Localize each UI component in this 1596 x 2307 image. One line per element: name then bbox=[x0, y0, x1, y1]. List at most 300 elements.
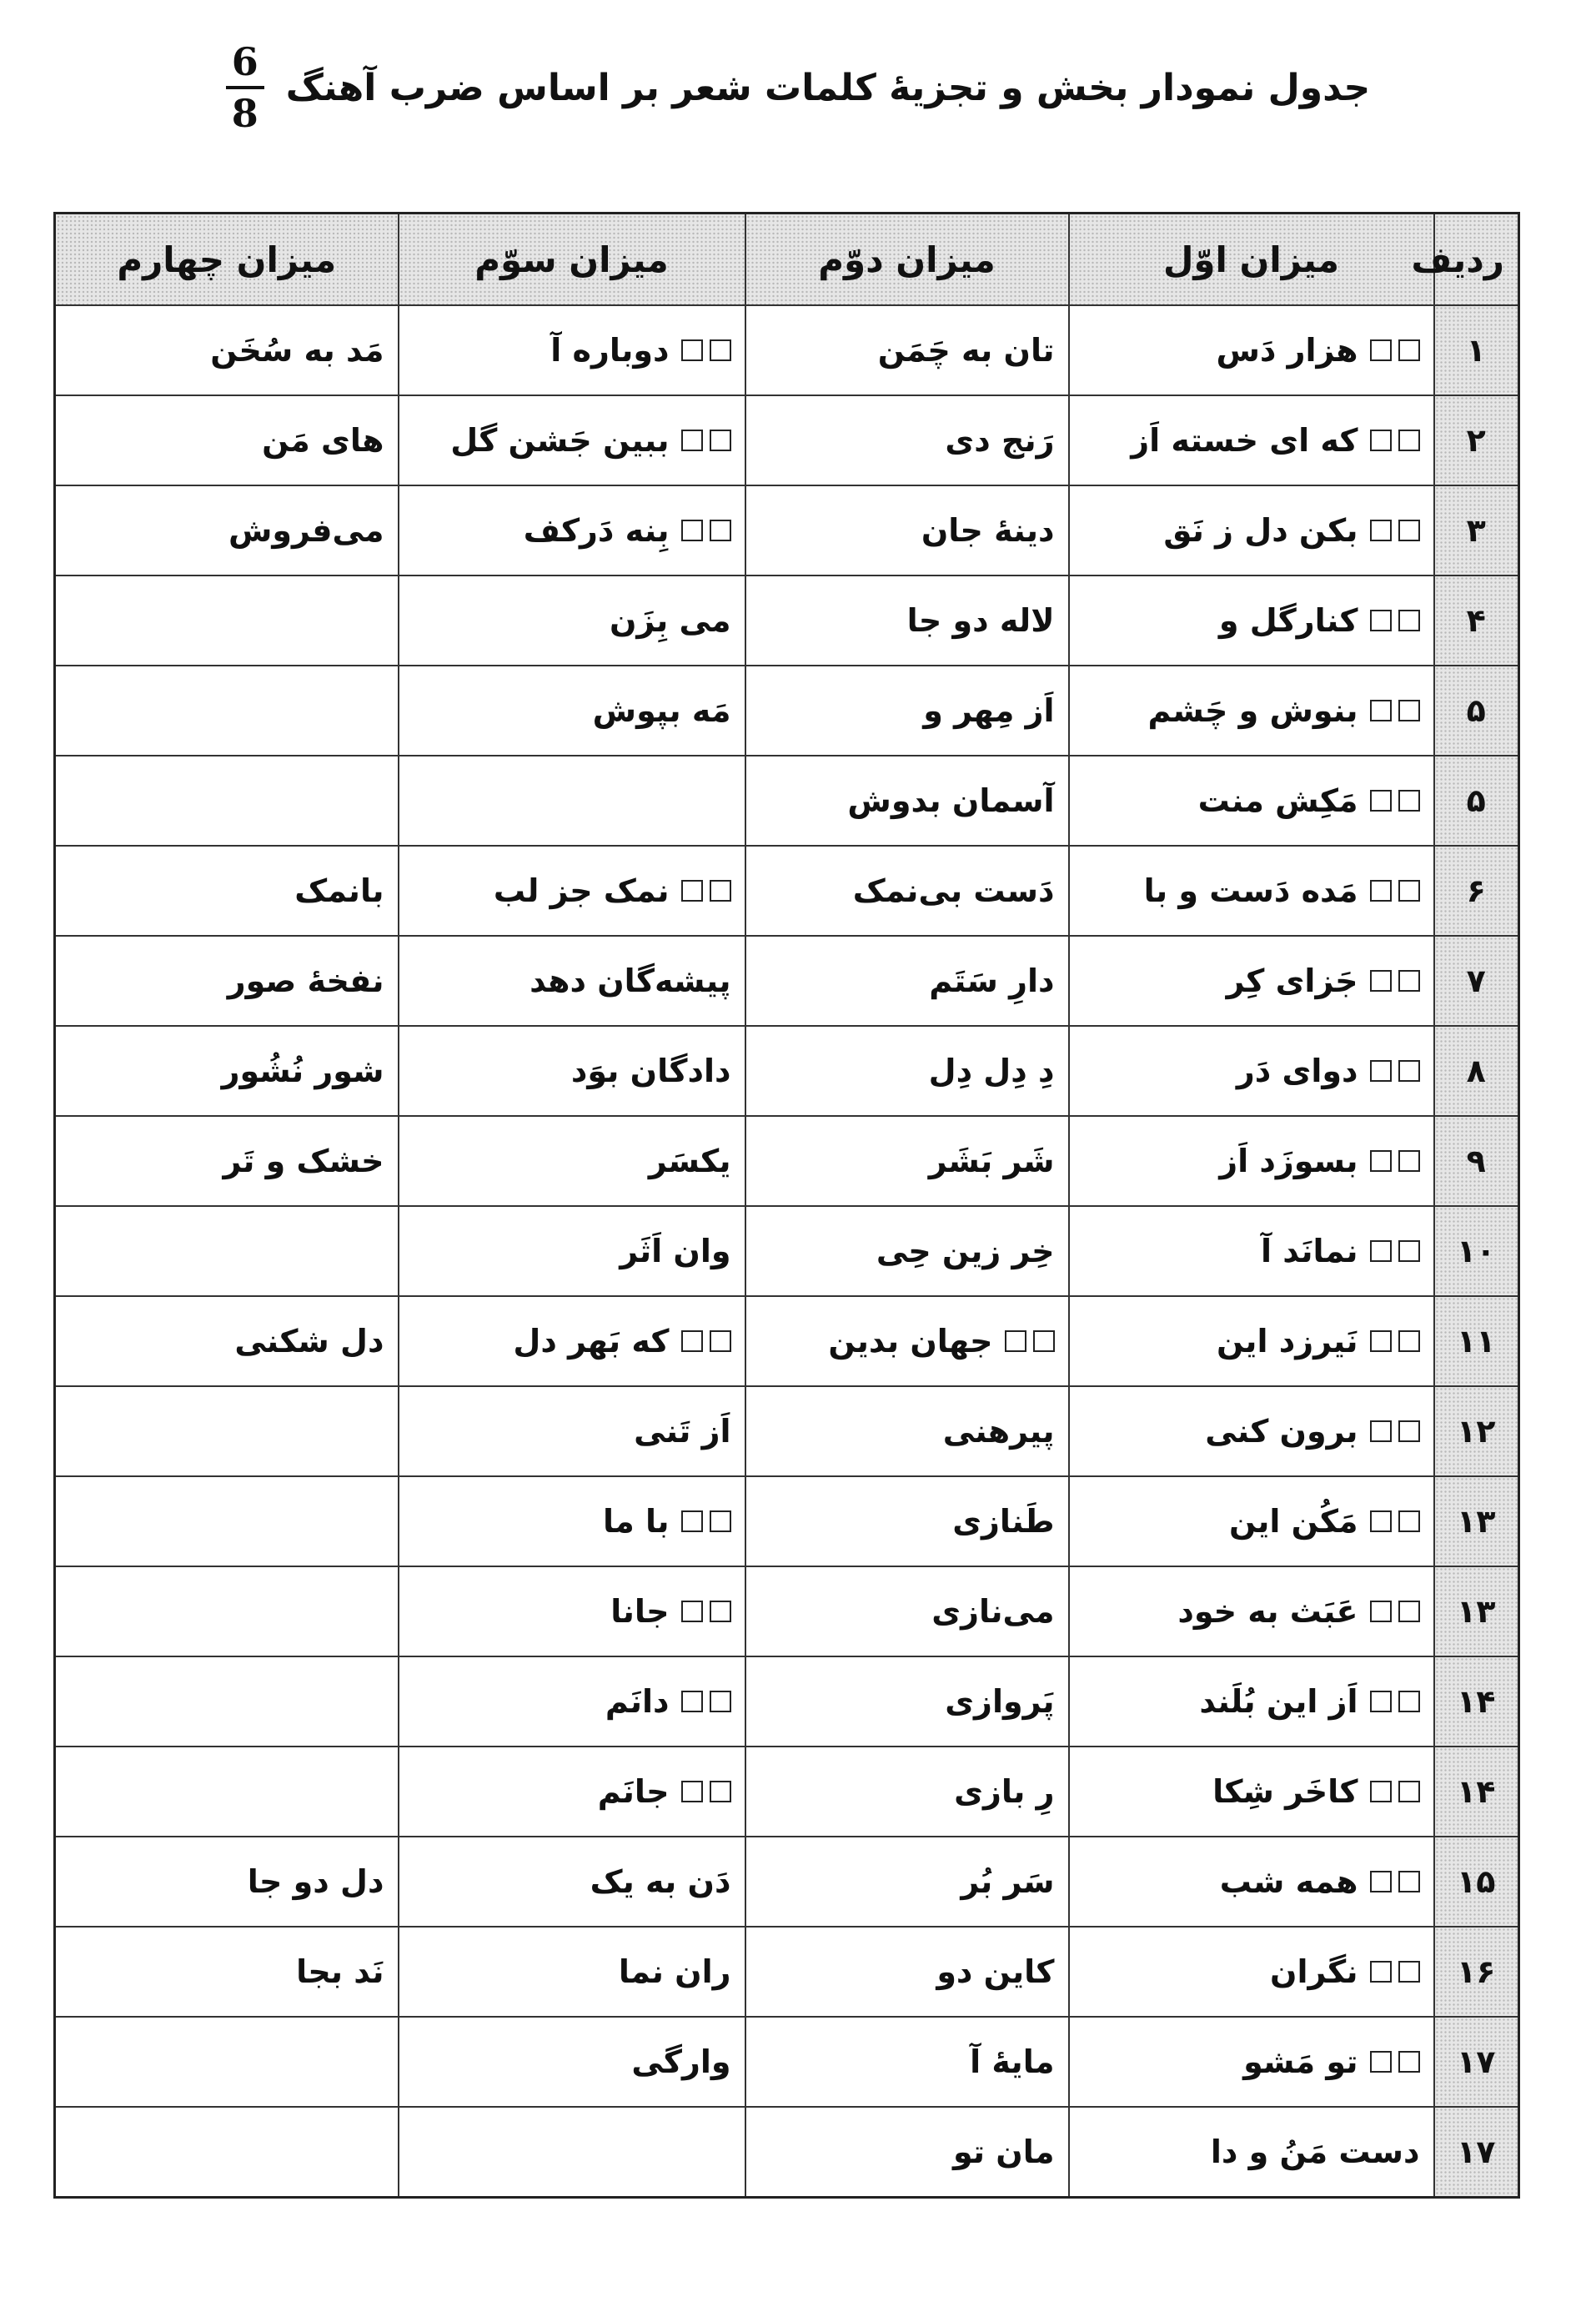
cell-content bbox=[631, 2043, 730, 2080]
cell-content bbox=[1229, 1503, 1420, 1540]
table-row bbox=[55, 846, 1519, 936]
cell-content bbox=[1243, 2043, 1419, 2080]
square-box-icon bbox=[1398, 880, 1420, 902]
syllable-text: بکن دل ز نَق bbox=[1163, 512, 1358, 549]
cell-content bbox=[1219, 1143, 1419, 1179]
cell-content bbox=[1163, 512, 1419, 549]
cell-content bbox=[878, 332, 1055, 369]
square-box-icon bbox=[1398, 430, 1420, 451]
measure-1-cell bbox=[1069, 2017, 1434, 2107]
cell-content bbox=[1211, 2134, 1420, 2170]
syllable-text: نفخهٔ صور bbox=[227, 963, 384, 999]
cell-content bbox=[1177, 1593, 1419, 1630]
measure-2-cell bbox=[745, 1747, 1069, 1837]
square-box-icon bbox=[681, 880, 703, 902]
cell-content bbox=[1227, 963, 1420, 999]
cell-content bbox=[1148, 692, 1420, 729]
page-title bbox=[0, 33, 1596, 142]
syllable-text: رِ بازی bbox=[954, 1773, 1055, 1810]
square-box-icon bbox=[1398, 790, 1420, 812]
cell-content bbox=[210, 332, 384, 369]
checkbox-group bbox=[1370, 1691, 1420, 1712]
header-measure-3: میزان سوّم bbox=[399, 214, 745, 306]
measure-1-cell bbox=[1069, 575, 1434, 666]
square-box-icon bbox=[710, 430, 731, 451]
measure-1-cell bbox=[1069, 1566, 1434, 1656]
syllable-text: دینهٔ جان bbox=[921, 512, 1055, 549]
measure-1-cell bbox=[1069, 305, 1434, 395]
syllable-text: می‌فروش bbox=[228, 512, 384, 549]
row-number: ۹ bbox=[1434, 1116, 1519, 1206]
measure-1-cell bbox=[1069, 485, 1434, 575]
syllable-text: مَکِش منت bbox=[1197, 782, 1358, 819]
measure-3-cell bbox=[399, 2107, 745, 2198]
table-row bbox=[55, 395, 1519, 485]
syllable-text: مایهٔ آ bbox=[970, 2043, 1055, 2080]
square-box-icon bbox=[1398, 520, 1420, 541]
table-row bbox=[55, 1837, 1519, 1927]
row-number: ۳ bbox=[1434, 485, 1519, 575]
syllable-text: دوباره آ bbox=[550, 332, 670, 369]
syllable-text: شور نُشُور bbox=[221, 1053, 384, 1089]
row-number: ۱۳ bbox=[1434, 1566, 1519, 1656]
header-measure-2: میزان دوّم bbox=[745, 214, 1069, 306]
syllable-text: می بِزَن bbox=[609, 602, 731, 639]
cell-content bbox=[223, 1143, 384, 1179]
square-box-icon bbox=[1398, 1420, 1420, 1442]
square-box-icon bbox=[681, 1781, 703, 1802]
measure-1-cell bbox=[1069, 1386, 1434, 1476]
checkbox-group bbox=[1370, 1420, 1420, 1442]
row-number: ۱۳ bbox=[1434, 1476, 1519, 1566]
square-box-icon bbox=[1370, 1240, 1392, 1262]
table-row bbox=[55, 2017, 1519, 2107]
cell-content bbox=[853, 872, 1055, 909]
cell-content bbox=[590, 1863, 731, 1900]
time-signature bbox=[226, 39, 264, 136]
syllable-text: یکسَر bbox=[648, 1143, 731, 1179]
syllable-text: شَر بَشَر bbox=[928, 1143, 1055, 1179]
checkbox-group bbox=[681, 1601, 731, 1622]
syllable-text: خِر زین حِی bbox=[876, 1233, 1055, 1269]
measure-2-cell bbox=[745, 1837, 1069, 1927]
square-box-icon bbox=[710, 1510, 731, 1532]
measure-4-cell bbox=[55, 846, 399, 936]
cell-content bbox=[828, 1323, 1054, 1360]
measure-1-cell bbox=[1069, 1476, 1434, 1566]
square-box-icon bbox=[1370, 700, 1392, 721]
cell-content bbox=[620, 1233, 730, 1269]
square-box-icon bbox=[710, 1330, 731, 1352]
syllable-text: که بَهر دل bbox=[513, 1323, 670, 1360]
row-number: ۱۴ bbox=[1434, 1656, 1519, 1747]
measure-3-cell bbox=[399, 2017, 745, 2107]
syllable-text: جهان بدین bbox=[828, 1323, 993, 1360]
syllable-text: کنارگل و bbox=[1218, 602, 1358, 639]
square-box-icon bbox=[1370, 339, 1392, 361]
syllable-text: جانَم bbox=[597, 1773, 670, 1810]
cell-content bbox=[929, 1143, 1055, 1179]
syllable-text: جانا bbox=[610, 1593, 670, 1630]
cell-content bbox=[610, 1593, 730, 1630]
syllable-text: که ای خسته اَز bbox=[1131, 422, 1358, 459]
measure-4-cell bbox=[55, 1656, 399, 1747]
square-box-icon bbox=[1398, 1871, 1420, 1892]
measure-2-cell bbox=[745, 1927, 1069, 2017]
table-row bbox=[55, 1656, 1519, 1747]
cell-content bbox=[1217, 1323, 1420, 1360]
measure-4-cell bbox=[55, 305, 399, 395]
measure-4-cell bbox=[55, 1386, 399, 1476]
square-box-icon bbox=[1398, 1510, 1420, 1532]
square-box-icon bbox=[1370, 880, 1392, 902]
header-measure-4: میزان چهارم bbox=[55, 214, 399, 306]
measure-3-cell bbox=[399, 936, 745, 1026]
syllable-text: دل شکنی bbox=[234, 1323, 384, 1360]
cell-content bbox=[1216, 332, 1419, 369]
square-box-icon bbox=[1370, 970, 1392, 992]
measure-2-cell bbox=[745, 1026, 1069, 1116]
cell-content bbox=[954, 1773, 1054, 1810]
header-row-number: ردیف bbox=[1434, 214, 1519, 306]
cell-content bbox=[929, 963, 1054, 999]
syllable-text: دارِ سَتَم bbox=[929, 963, 1055, 999]
cell-content bbox=[222, 1053, 384, 1089]
measure-4-cell bbox=[55, 1296, 399, 1386]
square-box-icon bbox=[1370, 1060, 1392, 1082]
cell-content bbox=[296, 1953, 384, 1990]
cell-content bbox=[1237, 1053, 1420, 1089]
checkbox-group bbox=[681, 1691, 731, 1712]
syllable-text: اَز مِهر و bbox=[923, 692, 1055, 729]
table-row bbox=[55, 936, 1519, 1026]
measure-2-cell bbox=[745, 1566, 1069, 1656]
measure-1-cell bbox=[1069, 936, 1434, 1026]
checkbox-group bbox=[1005, 1330, 1055, 1352]
measure-3-cell bbox=[399, 1296, 745, 1386]
row-number: ۱۲ bbox=[1434, 1386, 1519, 1476]
measure-3-cell bbox=[399, 395, 745, 485]
measure-3-cell bbox=[399, 1386, 745, 1476]
row-number: ۷ bbox=[1434, 936, 1519, 1026]
measure-2-cell bbox=[745, 846, 1069, 936]
checkbox-group bbox=[1370, 790, 1420, 812]
header-measure-1: میزان اوّل bbox=[1069, 214, 1434, 306]
syllable-text: پَروازی bbox=[945, 1683, 1055, 1720]
syllable-text: دِ دِل دِل bbox=[928, 1053, 1055, 1089]
cell-content bbox=[571, 1053, 731, 1089]
syllable-text: همه شب bbox=[1219, 1863, 1358, 1900]
measure-1-cell bbox=[1069, 1837, 1434, 1927]
measure-4-cell bbox=[55, 936, 399, 1026]
cell-content bbox=[943, 1413, 1055, 1450]
cell-content bbox=[907, 602, 1055, 639]
time-signature-bottom: 8 bbox=[231, 91, 258, 136]
square-box-icon bbox=[1398, 1330, 1420, 1352]
cell-content bbox=[603, 1503, 731, 1540]
syllable-text: کاخَر شِکا bbox=[1212, 1773, 1358, 1810]
syllable-text: ران نما bbox=[618, 1953, 731, 1990]
measure-2-cell bbox=[745, 1386, 1069, 1476]
measure-3-cell bbox=[399, 485, 745, 575]
syllable-text: دانَم bbox=[605, 1683, 670, 1720]
cell-content bbox=[1199, 1683, 1419, 1720]
measure-4-cell bbox=[55, 485, 399, 575]
square-box-icon bbox=[1370, 1510, 1392, 1532]
cell-content bbox=[610, 602, 731, 639]
square-box-icon bbox=[1398, 1601, 1420, 1622]
syllable-text: می‌نازی bbox=[931, 1593, 1055, 1630]
measure-2-cell bbox=[745, 395, 1069, 485]
measure-3-cell bbox=[399, 756, 745, 846]
table-row bbox=[55, 1927, 1519, 2017]
measure-1-cell bbox=[1069, 1206, 1434, 1296]
square-box-icon bbox=[1370, 1601, 1392, 1622]
cell-content bbox=[605, 1683, 731, 1720]
table-row bbox=[55, 756, 1519, 846]
table-row bbox=[55, 1747, 1519, 1837]
cell-content bbox=[550, 332, 730, 369]
table-row bbox=[55, 1206, 1519, 1296]
square-box-icon bbox=[681, 1510, 703, 1532]
cell-content bbox=[450, 422, 730, 459]
measure-4-cell bbox=[55, 1026, 399, 1116]
syllable-text: دَست بی‌نمک bbox=[852, 872, 1055, 909]
square-box-icon bbox=[1398, 970, 1420, 992]
measure-2-cell bbox=[745, 1476, 1069, 1566]
cell-content bbox=[953, 2134, 1055, 2170]
row-number: ۱۱ bbox=[1434, 1296, 1519, 1386]
measure-2-cell bbox=[745, 756, 1069, 846]
syllable-text: دوای دَر bbox=[1236, 1053, 1358, 1089]
syllable-text: بانمک bbox=[294, 872, 384, 909]
cell-content bbox=[1261, 1233, 1420, 1269]
measure-4-cell bbox=[55, 1116, 399, 1206]
syllable-text: نمک جز لب bbox=[493, 872, 670, 909]
cell-content bbox=[945, 422, 1054, 459]
square-box-icon bbox=[1398, 1691, 1420, 1712]
measure-1-cell bbox=[1069, 1747, 1434, 1837]
measure-3-cell bbox=[399, 1566, 745, 1656]
measure-4-cell bbox=[55, 1476, 399, 1566]
checkbox-group bbox=[1370, 520, 1420, 541]
square-box-icon bbox=[1370, 1420, 1392, 1442]
syllable-text: کاین دو bbox=[936, 1953, 1055, 1990]
square-box-icon bbox=[710, 1781, 731, 1802]
syllable-text: لاله دو جا bbox=[906, 602, 1055, 639]
syllable-text: دَن به یک bbox=[590, 1863, 731, 1900]
measure-1-cell bbox=[1069, 846, 1434, 936]
measure-2-cell bbox=[745, 1206, 1069, 1296]
cell-content bbox=[961, 1863, 1054, 1900]
square-box-icon bbox=[681, 1691, 703, 1712]
cell-content bbox=[1270, 1953, 1419, 1990]
cell-content bbox=[1205, 1413, 1419, 1450]
syllable-text: جَزای کِر bbox=[1226, 963, 1358, 999]
row-number: ۱۶ bbox=[1434, 1927, 1519, 2017]
syllable-text: هزار دَس bbox=[1216, 332, 1358, 369]
time-signature-top: 6 bbox=[231, 39, 258, 84]
row-number: ۴ bbox=[1434, 575, 1519, 666]
cell-content bbox=[970, 2043, 1054, 2080]
row-number: ۵ bbox=[1434, 756, 1519, 846]
checkbox-group bbox=[1370, 1871, 1420, 1892]
syllable-text: نَیرزد این bbox=[1216, 1323, 1358, 1360]
row-number: ۱۰ bbox=[1434, 1206, 1519, 1296]
syllable-text: خشک و تَر bbox=[223, 1143, 384, 1179]
measure-1-cell bbox=[1069, 1026, 1434, 1116]
cell-content bbox=[847, 782, 1054, 819]
measure-4-cell bbox=[55, 575, 399, 666]
row-number: ۱۵ bbox=[1434, 1837, 1519, 1927]
square-box-icon bbox=[1370, 790, 1392, 812]
syllable-text: اَز این بُلَند bbox=[1199, 1683, 1358, 1720]
square-box-icon bbox=[1370, 1150, 1392, 1172]
syllable-text: مَکُن این bbox=[1228, 1503, 1358, 1540]
measure-1-cell bbox=[1069, 2107, 1434, 2198]
header-row bbox=[55, 214, 1519, 306]
table-row bbox=[55, 2107, 1519, 2198]
table-body bbox=[55, 305, 1519, 2198]
measure-2-cell bbox=[745, 1656, 1069, 1747]
square-box-icon bbox=[710, 1601, 731, 1622]
measure-2-cell bbox=[745, 666, 1069, 756]
checkbox-group bbox=[1370, 1060, 1420, 1082]
measure-3-cell bbox=[399, 575, 745, 666]
cell-content bbox=[952, 1503, 1054, 1540]
checkbox-group bbox=[681, 520, 731, 541]
syllable-table bbox=[53, 212, 1520, 2199]
row-number: ۱۴ bbox=[1434, 1747, 1519, 1837]
square-box-icon bbox=[1398, 1781, 1420, 1802]
measure-4-cell bbox=[55, 1837, 399, 1927]
checkbox-group bbox=[1370, 610, 1420, 631]
square-box-icon bbox=[1398, 1060, 1420, 1082]
checkbox-group bbox=[681, 1781, 731, 1802]
checkbox-group bbox=[1370, 1240, 1420, 1262]
cell-content bbox=[513, 1323, 730, 1360]
checkbox-group bbox=[681, 430, 731, 451]
measure-1-cell bbox=[1069, 1656, 1434, 1747]
row-number: ۶ bbox=[1434, 846, 1519, 936]
square-box-icon bbox=[681, 1330, 703, 1352]
checkbox-group bbox=[681, 1510, 731, 1532]
measure-1-cell bbox=[1069, 395, 1434, 485]
measure-2-cell bbox=[745, 575, 1069, 666]
square-box-icon bbox=[710, 880, 731, 902]
measure-1-cell bbox=[1069, 756, 1434, 846]
square-box-icon bbox=[1370, 1871, 1392, 1892]
syllable-text: بنوش و چَشم bbox=[1147, 692, 1358, 729]
row-number: ۵ bbox=[1434, 666, 1519, 756]
measure-4-cell bbox=[55, 2017, 399, 2107]
syllable-text: دست مَنُ و دا bbox=[1210, 2134, 1420, 2170]
row-number: ۱۷ bbox=[1434, 2017, 1519, 2107]
measure-3-cell bbox=[399, 305, 745, 395]
cell-content bbox=[262, 422, 384, 459]
table-row bbox=[55, 666, 1519, 756]
square-box-icon bbox=[681, 520, 703, 541]
checkbox-group bbox=[1370, 700, 1420, 721]
square-box-icon bbox=[681, 339, 703, 361]
measure-2-cell bbox=[745, 305, 1069, 395]
checkbox-group bbox=[1370, 1330, 1420, 1352]
syllable-text: پیرهنی bbox=[942, 1413, 1055, 1450]
checkbox-group bbox=[681, 880, 731, 902]
cell-content bbox=[234, 1323, 384, 1360]
cell-content bbox=[929, 1053, 1055, 1089]
syllable-text: های مَن bbox=[262, 422, 384, 459]
cell-content bbox=[619, 1953, 731, 1990]
square-box-icon bbox=[1370, 1691, 1392, 1712]
syllable-text: تان به چَمَن bbox=[877, 332, 1055, 369]
syllable-text: بسوزَد اَز bbox=[1219, 1143, 1358, 1179]
cell-content bbox=[945, 1683, 1054, 1720]
cell-content bbox=[228, 963, 384, 999]
table-row bbox=[55, 1476, 1519, 1566]
syllable-text: وان اَثَر bbox=[620, 1233, 731, 1269]
table-row bbox=[55, 485, 1519, 575]
syllable-text: وارگی bbox=[631, 2043, 731, 2080]
cell-content bbox=[228, 512, 384, 549]
checkbox-group bbox=[1370, 1781, 1420, 1802]
measure-2-cell bbox=[745, 2017, 1069, 2107]
row-number: ۱۷ bbox=[1434, 2107, 1519, 2198]
square-box-icon bbox=[1370, 430, 1392, 451]
square-box-icon bbox=[1398, 1150, 1420, 1172]
checkbox-group bbox=[1370, 1601, 1420, 1622]
measure-2-cell bbox=[745, 2107, 1069, 2198]
square-box-icon bbox=[1370, 1330, 1392, 1352]
syllable-text: دل دو جا bbox=[247, 1863, 384, 1900]
checkbox-group bbox=[1370, 880, 1420, 902]
checkbox-group bbox=[1370, 970, 1420, 992]
square-box-icon bbox=[681, 430, 703, 451]
measure-4-cell bbox=[55, 756, 399, 846]
checkbox-group bbox=[1370, 1150, 1420, 1172]
measure-3-cell bbox=[399, 1116, 745, 1206]
cell-content bbox=[1144, 872, 1420, 909]
table-row bbox=[55, 305, 1519, 395]
measure-1-cell bbox=[1069, 1927, 1434, 2017]
measure-3-cell bbox=[399, 1927, 745, 2017]
cell-content bbox=[921, 512, 1055, 549]
syllable-text: مان تو bbox=[952, 2134, 1055, 2170]
measure-4-cell bbox=[55, 1566, 399, 1656]
table-row bbox=[55, 1296, 1519, 1386]
checkbox-group bbox=[681, 339, 731, 361]
measure-3-cell bbox=[399, 1837, 745, 1927]
cell-content bbox=[1198, 782, 1420, 819]
cell-content bbox=[876, 1233, 1055, 1269]
square-box-icon bbox=[1398, 2051, 1420, 2073]
square-box-icon bbox=[710, 1691, 731, 1712]
measure-2-cell bbox=[745, 936, 1069, 1026]
measure-3-cell bbox=[399, 1656, 745, 1747]
syllable-text: نگران bbox=[1270, 1953, 1358, 1990]
syllable-text: نَد بجا bbox=[296, 1953, 384, 1990]
measure-3-cell bbox=[399, 1026, 745, 1116]
measure-4-cell bbox=[55, 666, 399, 756]
checkbox-group bbox=[1370, 1510, 1420, 1532]
syllable-text: آسمان بدوش bbox=[847, 782, 1055, 819]
cell-content bbox=[1219, 602, 1420, 639]
syllable-text: نمانَد آ bbox=[1261, 1233, 1358, 1269]
checkbox-group bbox=[1370, 1961, 1420, 1983]
row-number: ۱ bbox=[1434, 305, 1519, 395]
square-box-icon bbox=[1398, 1240, 1420, 1262]
square-box-icon bbox=[681, 1601, 703, 1622]
